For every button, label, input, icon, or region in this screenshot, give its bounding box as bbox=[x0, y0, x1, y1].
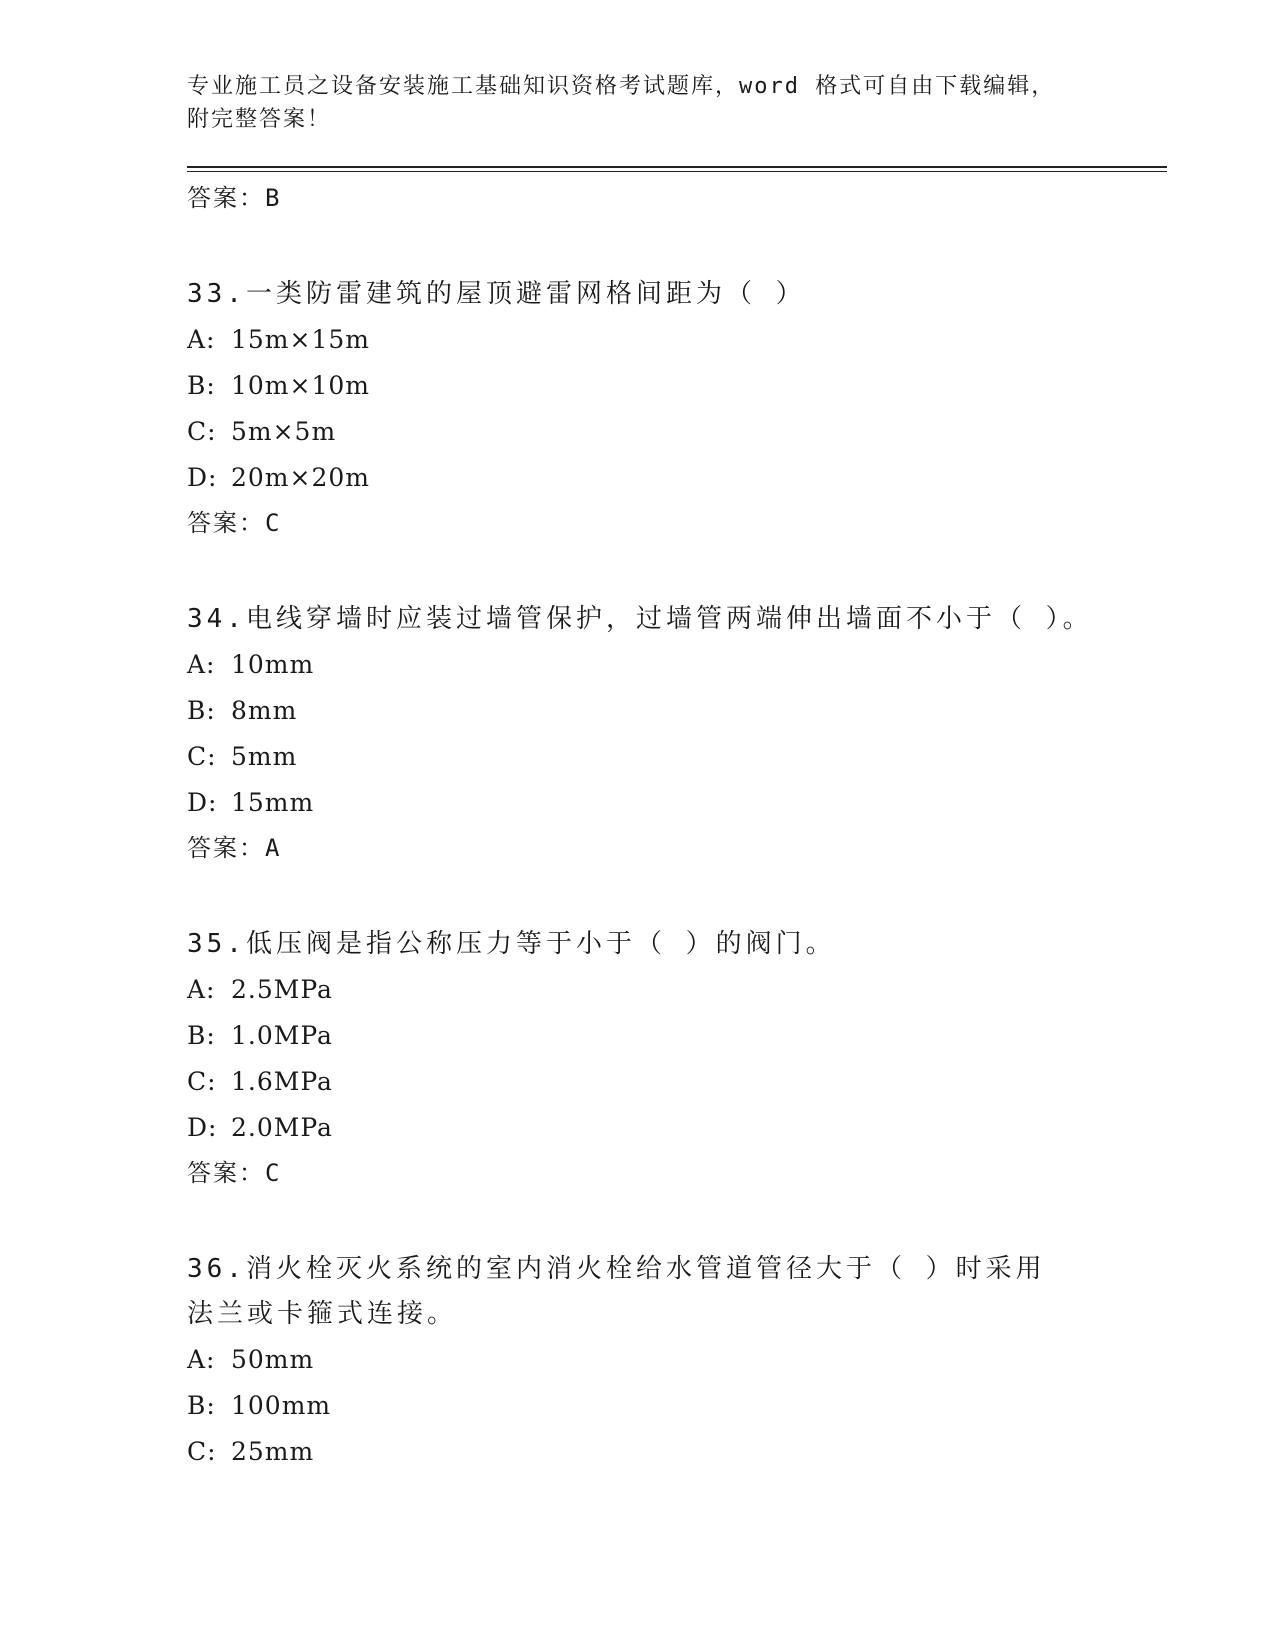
option-letter: D: bbox=[187, 788, 218, 817]
option-value: 5mm bbox=[231, 742, 298, 771]
option-letter: B: bbox=[187, 696, 216, 725]
option-letter: A: bbox=[187, 1345, 216, 1374]
header-line-1: 专业施工员之设备安装施工基础知识资格考试题库，word 格式可自由下载编辑， bbox=[187, 74, 1056, 99]
answer: 答案：C bbox=[187, 1159, 282, 1187]
option-b bbox=[187, 1383, 1167, 1429]
divider-thick bbox=[187, 166, 1167, 168]
option-value: 15m×15m bbox=[231, 325, 370, 354]
option-value: 10mm bbox=[231, 650, 315, 679]
document-header bbox=[187, 70, 1167, 136]
question-34 bbox=[187, 597, 1167, 870]
option-value: 1.6MPa bbox=[231, 1067, 333, 1096]
question-35 bbox=[187, 922, 1167, 1195]
option-letter: B: bbox=[187, 1021, 216, 1050]
option-letter: B: bbox=[187, 1391, 216, 1420]
option-letter: C: bbox=[187, 742, 217, 771]
option-c bbox=[187, 1059, 1167, 1105]
option-value: 25mm bbox=[231, 1437, 315, 1466]
question-text: 36.消火栓灭火系统的室内消火栓给水管道管径大于（ ）时采用法兰或卡箍式连接。 bbox=[187, 1254, 1046, 1329]
option-value: 20m×20m bbox=[231, 463, 370, 492]
option-letter: B: bbox=[187, 371, 216, 400]
option-c bbox=[187, 734, 1167, 780]
option-value: 15mm bbox=[231, 788, 315, 817]
option-a bbox=[187, 317, 1167, 363]
option-value: 5m×5m bbox=[231, 417, 337, 446]
option-letter: D: bbox=[187, 463, 218, 492]
option-c bbox=[187, 1429, 1167, 1475]
option-letter: C: bbox=[187, 1067, 217, 1096]
answer-previous: 答案：B bbox=[187, 184, 282, 212]
option-letter: C: bbox=[187, 1437, 217, 1466]
option-letter: A: bbox=[187, 975, 216, 1004]
option-b bbox=[187, 1013, 1167, 1059]
option-a bbox=[187, 642, 1167, 688]
option-value: 1.0MPa bbox=[231, 1021, 333, 1050]
document-page bbox=[187, 70, 1167, 1475]
option-value: 50mm bbox=[231, 1345, 315, 1374]
header-line-2: 附完整答案！ bbox=[187, 107, 332, 132]
option-value: 8mm bbox=[231, 696, 298, 725]
option-letter: C: bbox=[187, 417, 217, 446]
option-d bbox=[187, 455, 1167, 501]
option-value: 2.0MPa bbox=[231, 1113, 333, 1142]
question-text: 34.电线穿墙时应装过墙管保护，过墙管两端伸出墙面不小于（ ）。 bbox=[187, 604, 1093, 634]
option-b bbox=[187, 363, 1167, 409]
header-divider bbox=[187, 166, 1167, 172]
option-letter: A: bbox=[187, 650, 216, 679]
option-value: 10m×10m bbox=[231, 371, 370, 400]
option-value: 2.5MPa bbox=[231, 975, 333, 1004]
option-a bbox=[187, 1337, 1167, 1383]
option-d bbox=[187, 1105, 1167, 1151]
question-33 bbox=[187, 272, 1167, 545]
divider-thin bbox=[187, 171, 1167, 172]
question-36 bbox=[187, 1247, 1167, 1475]
question-text: 35.低压阀是指公称压力等于小于（ ）的阀门。 bbox=[187, 929, 836, 959]
option-letter: D: bbox=[187, 1113, 218, 1142]
question-text: 33.一类防雷建筑的屋顶避雷网格间距为（ ） bbox=[187, 279, 806, 309]
option-c bbox=[187, 409, 1167, 455]
option-a bbox=[187, 967, 1167, 1013]
option-b bbox=[187, 688, 1167, 734]
option-letter: A: bbox=[187, 325, 216, 354]
answer: 答案：A bbox=[187, 834, 282, 862]
answer: 答案：C bbox=[187, 509, 282, 537]
option-d bbox=[187, 780, 1167, 826]
option-value: 100mm bbox=[231, 1391, 332, 1420]
